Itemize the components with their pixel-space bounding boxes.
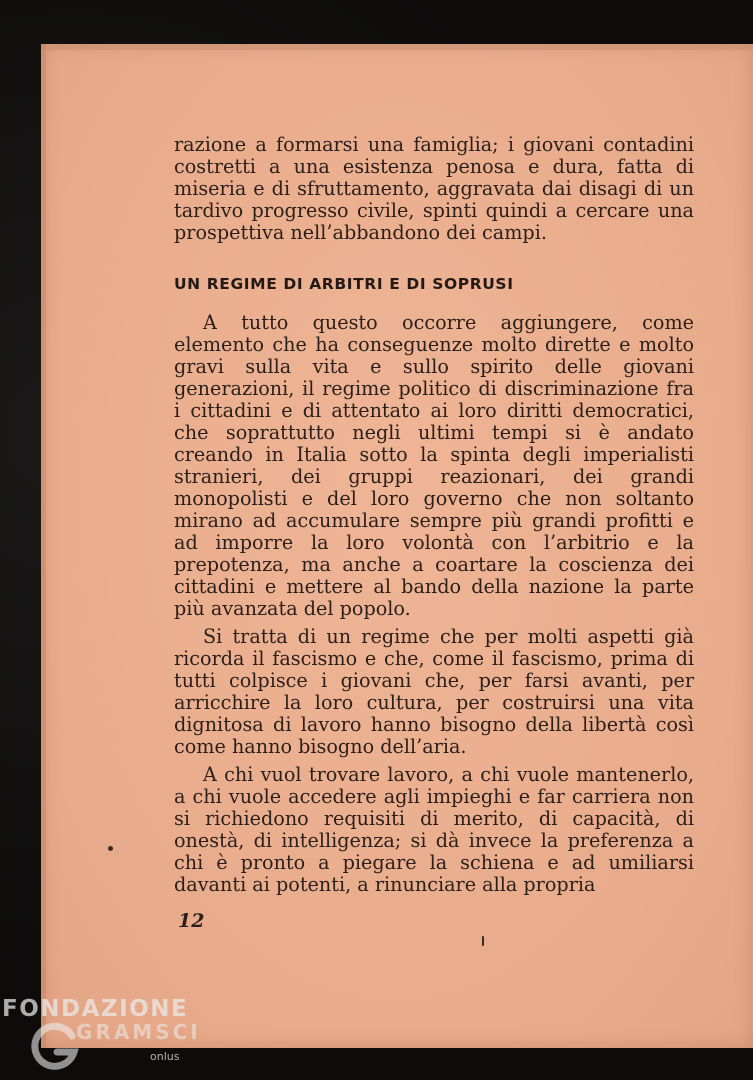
- paragraph-1: A tutto questo occorre aggiungere, come elemento che ha conseguenze molto dirette e molto gravi sulla vita e sullo spirito delle giovani generazioni, il regime politico di discriminazione fra i cittadini e di attentato ai loro diritti democratici, che soprattutto negli ultimi tempi si è andato creando in Italia sotto la spinta degli imperialisti stranieri, dei gruppi reazionari, dei grandi monopolisti e del loro governo che non soltanto mirano ad accumulare sempre più grandi profitti e ad imporre la loro volontà con l’arbitrio e la prepotenza, ma anche a coartare la coscienza dei cittadini e mettere al bando della nazione la parte più avanzata del popolo.: [174, 311, 694, 620]
- watermark-onlus: onlus: [150, 1050, 180, 1063]
- gramsci-logo-icon: [30, 1022, 80, 1072]
- paragraph-3: A chi vuol trovare lavoro, a chi vuole mantenerlo, a chi vuole accedere agli impieghi e far carriera non si richiedono requisiti di merito, di capacità, di onestà, di intelligenza; si dà invece la preferenza a chi è pronto a piegare la schiena e ad umiliarsi davanti ai potenti, a rinunciare alla propria: [174, 763, 694, 896]
- paragraph-continuation: razione a formarsi una famiglia; i giovani contadini costretti a una esistenza penosa e dura, fatta di miseria e di sfruttamento, aggravata dai disagi di un tardivo progresso civile, spinti quindi a cercare una prospettiva nell’abbandono dei campi.: [174, 133, 694, 244]
- page-left-edge: [41, 44, 46, 1048]
- section-heading: UN REGIME DI ARBITRI E DI SOPRUSI: [174, 275, 514, 293]
- page-number: 12: [178, 910, 205, 932]
- page-text-block: [174, 134, 694, 902]
- fondazione-gramsci-watermark: [2, 996, 232, 1080]
- ink-spot: [108, 846, 113, 851]
- page-top-edge: [41, 44, 753, 50]
- watermark-title: FONDAZIONE: [2, 996, 189, 1022]
- book-page: [41, 44, 753, 1048]
- watermark-subtitle: GRAMSCI: [76, 1020, 201, 1044]
- paragraph-2: Si tratta di un regime che per molti aspetti già ricorda il fascismo e che, come il fascismo, prima di tutti colpisce i giovani che, per farsi avanti, per arricchire la loro cultura, per costruirsi una vita dignitosa di lavoro hanno bisogno della libertà così come hanno bisogno dell’aria.: [174, 625, 694, 758]
- ink-spot: [482, 936, 484, 946]
